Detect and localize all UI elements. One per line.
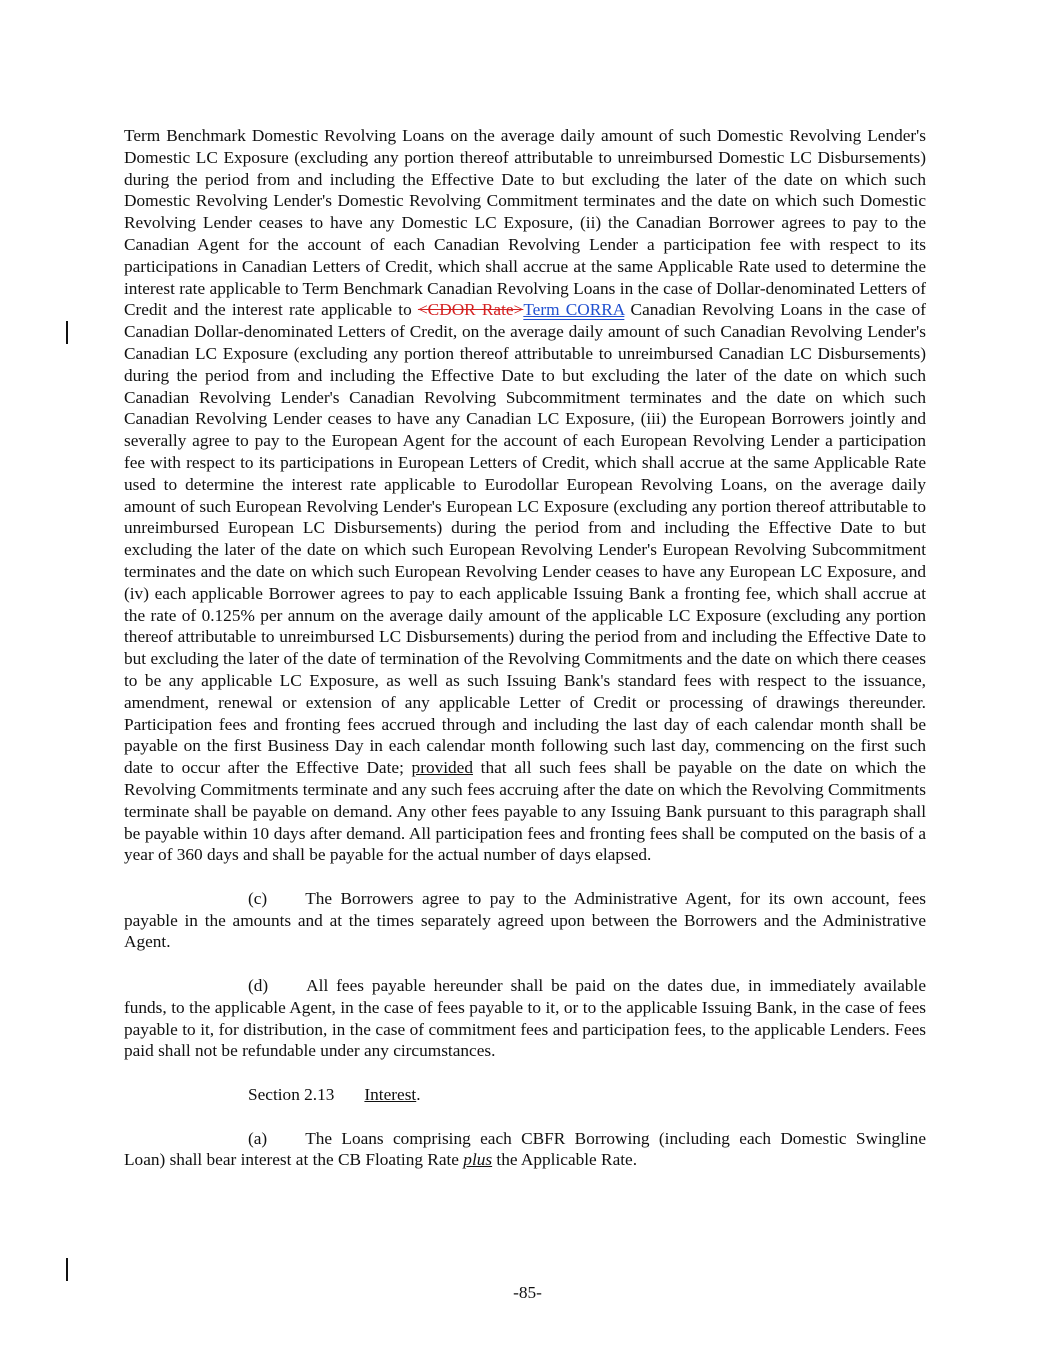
paragraph-text: The Loans comprising each CBFR Borrowing (including each Domestic Swingline Loan) shall bear interest at the CB Floating Rate — [124, 1128, 926, 1170]
paragraph-label: (c) — [248, 888, 268, 908]
paragraph-c — [124, 888, 926, 953]
section-title: Interest — [364, 1085, 417, 1105]
section-number: Section 2.13 — [248, 1085, 335, 1105]
text-segment: Canadian Revolving Loans in the case of Canadian Dollar-denominated Letters of Credit, on the average daily amount of such Canadian Revolving Lender's Canadian LC Exposure (excluding any portion thereof attributable to unreimbursed Canadian LC Disbursements) during the period from and including the Effective Date to but excluding the later of the date on which such Canadian Revolving Lender's Canadian Revolving Subcommitment terminates and the date on which such Canadian Revolving Lender ceases to have any Canadian LC Exposure, (iii) the European Borrowers jointly and severally agree to pay to the European Agent for the account of each European Revolving Lender a participation fee with respect to its participations in European Letters of Credit, which shall accrue at the same Applicable Rate used to determine the interest rate applicable to Eurodollar European Revolving Loans, on the average daily amount of such European Revolving Lender's European LC Exposure (excluding any portion thereof attributable to unreimbursed European LC Disbursements) during the period from and including the Effective Date to but excluding the later of the date on which such European Revolving Lender's European Revolving Subcommitment terminates and the date on which such European Revolving Lender ceases to have any European LC Exposure, and (iv) each applicable Borrower agrees to pay to each applicable Issuing Bank a fronting fee, which shall accrue at the rate of 0.125% per annum on the average daily amount of the applicable LC Exposure (excluding any portion thereof attributable to unreimbursed LC Disbursements) during the period from and including the Effective Date to but excluding the later of the date of termination of the Revolving Commitments and the date on which there ceases to be any applicable LC Exposure, as well as such Issuing Bank's standard fees with respect to the issuance, amendment, renewal or extension of any applicable Letter of Credit or processing of drawings thereunder. Participation fees and fronting fees accrued through and including the last day of each calendar month shall be payable on the first Business Day in each calendar month following such last day, commencing on the first such date to occur after the Effective Date; — [124, 300, 926, 778]
paragraph-d — [124, 975, 926, 1062]
section-heading — [124, 1084, 926, 1106]
change-bar-1 — [66, 321, 68, 344]
paragraph-text-end: the Applicable Rate. — [492, 1150, 638, 1170]
paragraph-text: All fees payable hereunder shall be paid on the dates due, in immediately available funds, to the applicable Agent, in the case of fees payable to it, or to the applicable Issuing Bank, in the case of fees payable to it, for distribution, in the case of commitment fees and participation fees, to the applicable Lenders. Fees paid shall not be refundable under any circumstances. — [124, 976, 926, 1061]
paragraph-fees-continued — [124, 125, 926, 866]
deleted-text: <CDOR Rate> — [417, 300, 524, 320]
inserted-text: Term CORRA — [523, 300, 625, 320]
paragraph-label: (a) — [248, 1128, 268, 1148]
paragraph-label: (d) — [248, 976, 269, 996]
plus-term: plus — [463, 1150, 493, 1170]
provided-term: provided — [411, 758, 473, 778]
paragraph-text: The Borrowers agree to pay to the Administrative Agent, for its own account, fees payable in the amounts and at the times separately agreed upon between the Borrowers and the Administrative Agent. — [124, 888, 926, 952]
page-number: -85- — [513, 1283, 542, 1302]
text-segment: that all such fees shall be payable on the date on which the Revolving Commitments terminate and any such fees accruing after the date on which the Revolving Commitments terminate shall be payable on demand. Any other fees payable to any Issuing Bank pursuant to this paragraph shall be payable within 10 days after demand. All participation fees and fronting fees shall be computed on the basis of a year of 360 days and shall be payable for the actual number of days elapsed. — [124, 758, 926, 865]
change-bar-2 — [66, 1258, 68, 1281]
text-segment: Term Benchmark Domestic Revolving Loans on the average daily amount of such Domestic Revolving Lender's Domestic LC Exposure (excluding any portion thereof attributable to unreimbursed Domestic LC Disbursements) during the period from and including the Effective Date to but excluding the later of the date on which such Domestic Revolving Lender's Domestic Revolving Commitment terminates and the date on which such Domestic Revolving Lender ceases to have any Domestic LC Exposure, (ii) the Canadian Borrower agrees to pay to the Canadian Agent for the account of each Canadian Revolving Lender a participation fee with respect to its participations in Canadian Letters of Credit, which shall accrue at the same Applicable Rate used to determine the interest rate applicable to Term Benchmark Canadian Revolving Loans in the case of Dollar-denominated Letters of Credit and the interest rate applicable to — [124, 126, 926, 320]
section-period: . — [416, 1085, 421, 1105]
paragraph-a — [124, 1128, 926, 1172]
document-page — [124, 125, 926, 1171]
